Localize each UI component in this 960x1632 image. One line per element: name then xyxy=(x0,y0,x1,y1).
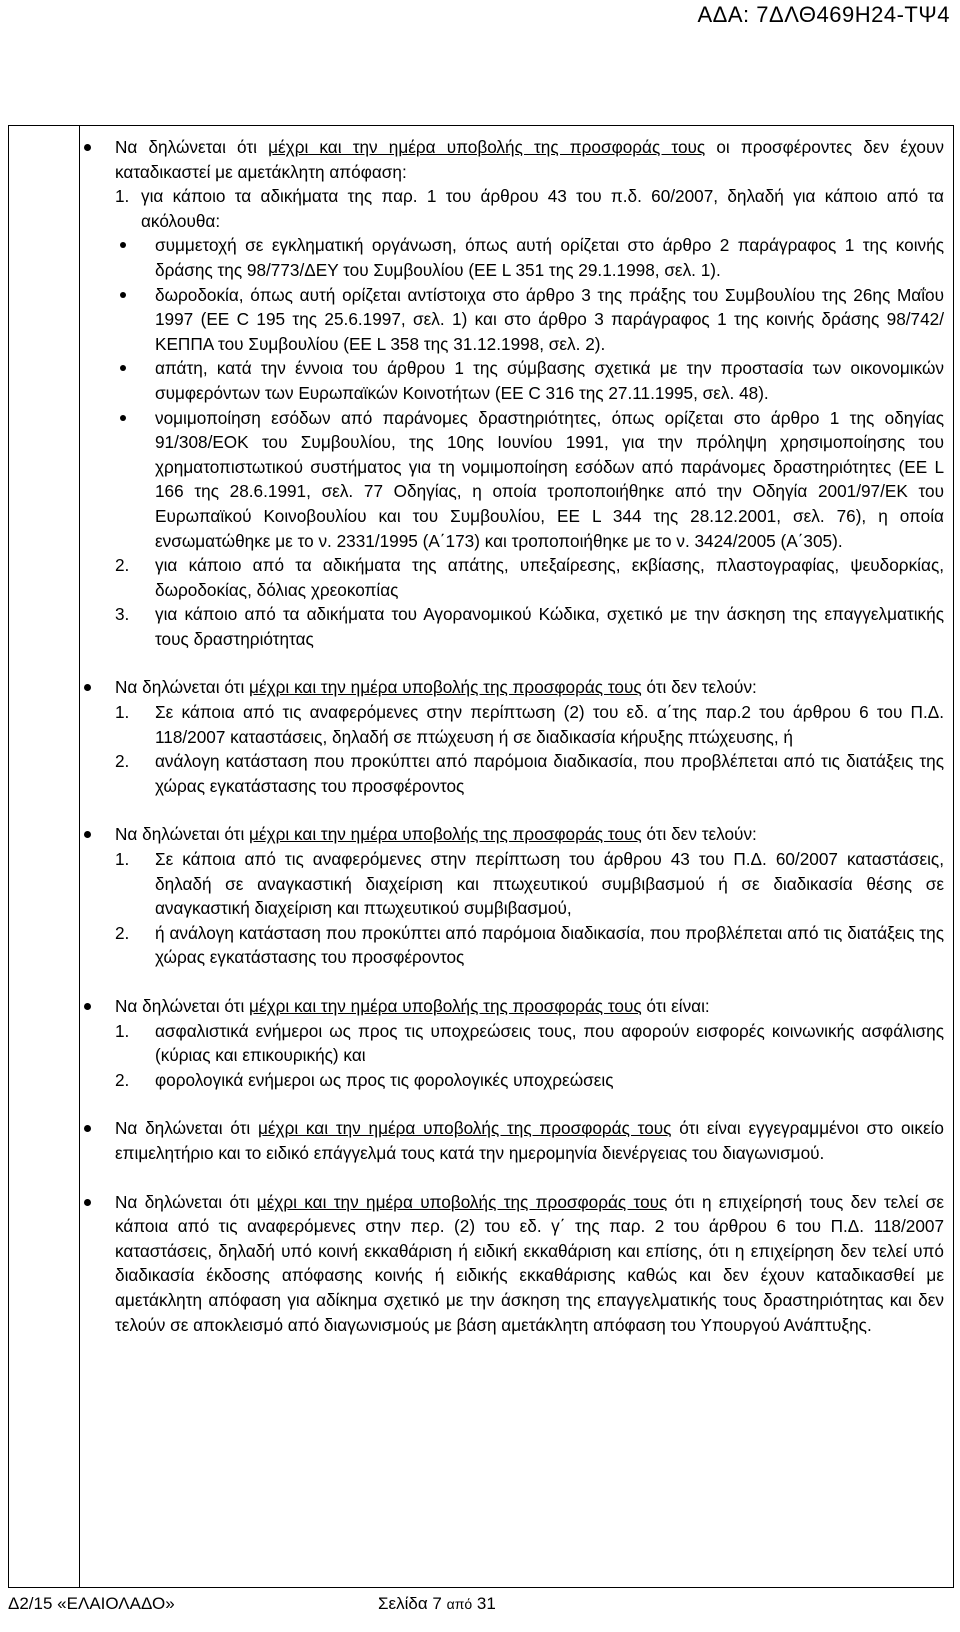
bullet-block-conviction xyxy=(84,135,944,651)
numbered-item: 1. ασφαλιστικά ενήμεροι ως προς τις υποχρεώσεις τους, που αφορούν εισφορές κοινωνικής ασφάλισης (κύριας και επικουρικής) και xyxy=(115,1020,944,1066)
numbered-item: 2. ή ανάλογη κατάσταση που προκύπτει από παρόμοια διαδικασία, που προβλέπεται από τις διατάξεις της χώρας εγκατάστασης του προσφέροντος xyxy=(115,922,944,968)
table-content-cell xyxy=(84,135,944,1361)
document-table xyxy=(8,125,954,1588)
bullet-block-administration xyxy=(84,822,944,970)
sub-bullet-item: συμμετοχή σε εγκληματική οργάνωση, όπως αυτή ορίζεται στο άρθρο 2 παράγραφος 1 της κοινής δράσης της 98/773/ΔΕΥ του Συμβουλίου (ΕΕ L 351 της 29.1.1998, σελ. 1). xyxy=(115,233,944,282)
block-intro: Να δηλώνεται ότι μέχρι και την ημέρα υποβολής της προσφοράς τους ότι δεν τελούν: xyxy=(115,824,757,845)
bullet-icon xyxy=(84,831,91,838)
numbered-item: 2. για κάποιο από τα αδικήματα της απάτης, υπεξαίρεσης, εκβίασης, πλαστογραφίας, ψευδορκίας, δωροδοκίας, δόλιας χρεοκοπίας xyxy=(115,555,944,600)
footer-page-number: Σελίδα 7 από 31 xyxy=(378,1594,496,1613)
numbered-item: 3. για κάποιο από τα αδικήματα του Αγορανομικού Κώδικα, σχετικό με την άσκηση της επαγγελματικής τους δραστηριότητας xyxy=(115,604,944,649)
block-intro: Να δηλώνεται ότι μέχρι και την ημέρα υποβολής της προσφοράς τους ότι είναι εγγεγραμμένοι στο οικείο επιμελητήριο και το ειδικό επάγγελμά τους κατά την ημερομηνία διενέργειας του διαγωνισμού. xyxy=(115,1118,944,1163)
sub-bullet-item: απάτη, κατά την έννοια του άρθρου 1 της σύμβασης σχετικά με την προστασία των οικονομικών συμφερόντων των Ευρωπαϊκών Κοινοτήτων (ΕΕ C 316 της 27.11.1995, σελ. 48). xyxy=(115,356,944,405)
block-intro: Να δηλώνεται ότι μέχρι και την ημέρα υποβολής της προσφοράς τους οι προσφέροντες δεν έχουν καταδικαστεί με αμετάκλητη απόφαση: xyxy=(115,137,944,182)
bullet-icon xyxy=(84,684,91,691)
block-intro: Να δηλώνεται ότι μέχρι και την ημέρα υποβολής της προσφοράς τους ότι δεν τελούν: xyxy=(115,677,757,698)
ada-code: ΑΔΑ: 7ΔΛΘ469Η24-ΤΨ4 xyxy=(697,2,950,27)
numbered-item: 1. για κάποιο τα αδικήματα της παρ. 1 του άρθρου 43 του π.δ. 60/2007, δηλαδή για κάποιο από τα ακόλουθα: xyxy=(115,186,944,231)
block-intro: Να δηλώνεται ότι μέχρι και την ημέρα υποβολής της προσφοράς τους ότι είναι: xyxy=(115,996,710,1016)
bullet-icon xyxy=(84,144,91,151)
bullet-block-bankruptcy xyxy=(84,675,944,798)
bullet-block-registration xyxy=(84,1116,944,1165)
bullet-icon xyxy=(120,415,126,421)
footer-document-title: Δ2/15 «ΕΛΑΙΟΛΑΔΟ» xyxy=(8,1594,175,1613)
bullet-icon xyxy=(84,1003,91,1010)
sub-bullet-item: δωροδοκία, όπως αυτή ορίζεται αντίστοιχα στο άρθρο 3 της πράξης του Συμβουλίου της 26ης Μαΐου 1997 (ΕΕ C 195 της 25.6.1997, σελ. 1) και στο άρθρο 3 παράγραφος 1 της κοινής δράσης 98/742/ΚΕΠΠΑ του Συμβουλίου (ΕΕ L 358 της 31.12.1998, σελ. 2). xyxy=(115,283,944,357)
bullet-icon xyxy=(120,365,126,371)
numbered-item: 1. Σε κάποια από τις αναφερόμενες στην περίπτωση (2) του εδ. α΄της παρ.2 του άρθρου 6 του Π.Δ. 118/2007 καταστάσεις, δηλαδή σε πτώχευση ή σε διαδικασία κήρυξης πτώχευσης, ή xyxy=(115,702,944,747)
block-intro: Να δηλώνεται ότι μέχρι και την ημέρα υποβολής της προσφοράς τους ότι η επιχείρησή τους δεν τελεί σε κάποια από τις αναφερόμενες στην περ. (2) του εδ. γ΄ της παρ. 2 του άρθρου 6 του Π.Δ. 118/2007 καταστάσεις, δηλαδή υπό κοινή εκκαθάριση ή ειδική εκκαθάριση και επίσης, ότι η επιχείρηση δεν τελεί υπό διαδικασία έκδοσης απόφασης κοινής ή ειδικής εκκαθάρισης καθώς και δεν έχουν καταδικασθεί με αμετάκλητη απόφαση για αδίκημα σχετικό με την άσκηση της επαγγελματικής τους δραστηριότητας και δεν τελούν σε αποκλεισμό από διαγωνισμούς με βάση αμετάκλητη απόφαση του Υπουργού Ανάπτυξης. xyxy=(115,1191,944,1335)
bullet-icon xyxy=(84,1199,91,1206)
bullet-icon xyxy=(120,242,126,248)
numbered-item: 2. φορολογικά ενήμεροι ως προς τις φορολογικές υποχρεώσεις xyxy=(115,1069,614,1090)
sub-bullet-item: νομιμοποίηση εσόδων από παράνομες δραστηριότητες, όπως ορίζεται στο άρθρο 1 της οδηγίας 91/308/ΕΟΚ του Συμβουλίου, της 10ης Ιουνίου 1991, για την πρόληψη χρησιμοποίησης του χρηματοπιστωτικού συστήματος για τη νομιμοποίηση εσόδων από παράνομες δραστηριότητες (ΕΕ L 166 της 28.6.1991, σελ. 77 Οδηγίας, η οποία τροποποιήθηκε από την Οδηγία 2001/97/ΕΚ του Ευρωπαϊκού Κοινοβουλίου και του Συμβουλίου, ΕΕ L 344 της 28.12.2001, σελ. 76), η οποία ενσωματώθηκε με το ν. 2331/1995 (Α΄173) και τροποποιήθηκε με το ν. 3424/2005 (Α΄305). xyxy=(115,406,944,554)
bullet-block-liquidation xyxy=(84,1190,944,1338)
table-column-divider xyxy=(79,126,80,1587)
bullet-block-compliance xyxy=(84,994,944,1092)
numbered-item: 2. ανάλογη κατάσταση που προκύπτει από παρόμοια διαδικασία, που προβλέπεται από τις διατάξεις της χώρας εγκατάστασης του προσφέροντος xyxy=(115,751,944,796)
bullet-icon xyxy=(120,292,126,298)
numbered-item: 1. Σε κάποια από τις αναφερόμενες στην περίπτωση του άρθρου 43 του Π.Δ. 60/2007 καταστάσεις, δηλαδή σε αναγκαστική διαχείριση και πτωχευτικού συμβιβασμού ή σε διαδικασία θέσης σε αναγκαστική διαχείριση και πτωχευτικού συμβιβασμού, xyxy=(115,849,944,919)
bullet-icon xyxy=(84,1125,91,1132)
